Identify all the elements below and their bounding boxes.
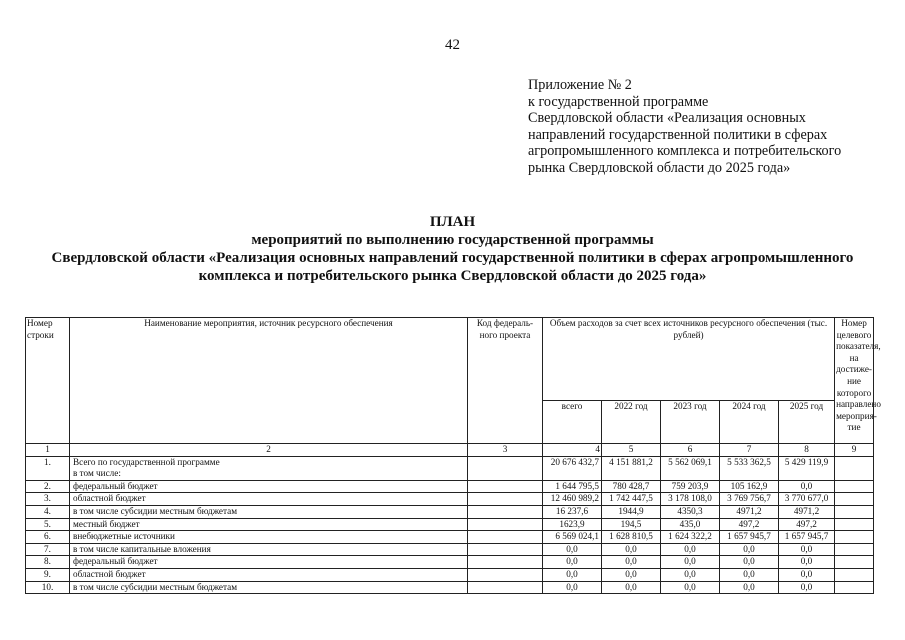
row-value-2022: 4 151 881,2 (602, 456, 661, 480)
row-total: 0,0 (543, 581, 602, 594)
row-value-2022: 194,5 (602, 518, 661, 531)
row-value-2022: 1944,9 (602, 505, 661, 518)
row-value-2022: 0,0 (602, 556, 661, 569)
row-name (70, 518, 468, 531)
row-project-code (468, 456, 543, 480)
column-number: 4 (543, 444, 602, 457)
row-name-text: местный бюджет (73, 518, 140, 529)
plan-subtitle-line: мероприятий по выполнению государственной программы (251, 232, 654, 248)
row-indicator (835, 531, 874, 544)
row-number: 5. (26, 518, 70, 531)
plan-heading (0, 213, 905, 285)
row-total: 0,0 (543, 568, 602, 581)
row-total: 6 569 024,1 (543, 531, 602, 544)
appendix-line: рынка Свердловской области до 2025 года» (528, 159, 791, 176)
appendix-line: направлений государственной политики в сферах (528, 126, 828, 143)
appendix-line: агропромышленного комплекса и потребительского (528, 143, 842, 160)
row-name-text: внебюджетные источники (73, 531, 175, 542)
row-value-2023: 435,0 (661, 518, 720, 531)
row-name-text: областной бюджет (73, 493, 146, 504)
row-project-code (468, 531, 543, 544)
plan-table (25, 317, 881, 594)
row-indicator (835, 456, 874, 480)
row-total: 20 676 432,7 (543, 456, 602, 480)
row-value-2023: 0,0 (661, 581, 720, 594)
row-number: 7. (26, 543, 70, 556)
row-total: 0,0 (543, 556, 602, 569)
row-number: 6. (26, 531, 70, 544)
row-value-2023: 0,0 (661, 568, 720, 581)
header-indicator: Номер целевого показателя, на достиже-ние которого направлено мероприя-тие (835, 318, 874, 444)
row-number: 10. (26, 581, 70, 594)
table-row (26, 556, 874, 569)
page-number: 42 (445, 37, 460, 53)
row-value-2025: 0,0 (779, 568, 835, 581)
row-name-subtext: в том числе: (73, 468, 121, 479)
row-indicator (835, 568, 874, 581)
row-project-code (468, 543, 543, 556)
column-number: 2 (70, 444, 468, 457)
row-value-2024: 5 533 362,5 (720, 456, 779, 480)
column-number: 9 (835, 444, 874, 457)
table-row (26, 456, 874, 480)
row-value-2025: 1 657 945,7 (779, 531, 835, 544)
header-total: всего (543, 400, 602, 443)
table-row (26, 568, 874, 581)
row-value-2024: 1 657 945,7 (720, 531, 779, 544)
row-number: 4. (26, 505, 70, 518)
row-name-text: Всего по государственной программе (73, 456, 220, 467)
row-name-text: областной бюджет (73, 568, 146, 579)
row-project-code (468, 518, 543, 531)
row-value-2023: 0,0 (661, 543, 720, 556)
column-number: 5 (602, 444, 661, 457)
row-name (70, 581, 468, 594)
row-name-text: в том числе субсидии местным бюджетам (73, 581, 238, 592)
row-indicator (835, 581, 874, 594)
row-name-text: федеральный бюджет (73, 480, 158, 491)
row-value-2023: 759 203,9 (661, 480, 720, 493)
plan-subtitle-line: комплекса и потребительского рынка Свердловской области до 2025 года» (198, 268, 707, 284)
row-value-2025: 0,0 (779, 543, 835, 556)
table-row (26, 531, 874, 544)
header-year-2025: 2025 год (779, 400, 835, 443)
header-row-number: Номер строки (26, 318, 70, 444)
table-row (26, 480, 874, 493)
row-indicator (835, 543, 874, 556)
row-total: 16 237,6 (543, 505, 602, 518)
row-indicator (835, 518, 874, 531)
appendix-line: Свердловской области «Реализация основных (528, 110, 806, 127)
row-indicator (835, 505, 874, 518)
row-name-text: федеральный бюджет (73, 556, 158, 567)
row-value-2025: 0,0 (779, 480, 835, 493)
row-number: 1. (26, 456, 70, 480)
header-year-2024: 2024 год (720, 400, 779, 443)
row-project-code (468, 493, 543, 506)
row-project-code (468, 505, 543, 518)
row-value-2023: 4350,3 (661, 505, 720, 518)
header-year-2022: 2022 год (602, 400, 661, 443)
row-number: 3. (26, 493, 70, 506)
row-name (70, 505, 468, 518)
row-value-2024: 0,0 (720, 581, 779, 594)
column-number: 8 (779, 444, 835, 457)
row-value-2024: 0,0 (720, 543, 779, 556)
row-value-2025: 0,0 (779, 581, 835, 594)
row-value-2025: 0,0 (779, 556, 835, 569)
row-name-text: в том числе капитальные вложения (73, 543, 211, 554)
column-numbering-row (26, 444, 874, 457)
row-value-2024: 0,0 (720, 556, 779, 569)
row-total: 1623,9 (543, 518, 602, 531)
row-name (70, 568, 468, 581)
table-row (26, 518, 874, 531)
row-value-2025: 497,2 (779, 518, 835, 531)
row-name-text: в том числе субсидии местным бюджетам (73, 505, 238, 516)
row-value-2024: 0,0 (720, 568, 779, 581)
row-value-2022: 1 628 810,5 (602, 531, 661, 544)
row-value-2023: 5 562 069,1 (661, 456, 720, 480)
row-name (70, 531, 468, 544)
header-expense-volume: Объем расходов за счет всех источников ресурсного обеспечения (тыс. рублей) (543, 318, 835, 401)
table-row (26, 505, 874, 518)
column-number: 6 (661, 444, 720, 457)
row-value-2023: 3 178 108,0 (661, 493, 720, 506)
appendix-note (528, 77, 898, 177)
row-value-2025: 3 770 677,0 (779, 493, 835, 506)
header-name: Наименование мероприятия, источник ресурсного обеспечения (70, 318, 468, 444)
row-total: 12 460 989,2 (543, 493, 602, 506)
row-number: 2. (26, 480, 70, 493)
row-value-2022: 1 742 447,5 (602, 493, 661, 506)
row-project-code (468, 480, 543, 493)
row-value-2022: 0,0 (602, 568, 661, 581)
appendix-line: Приложение № 2 (528, 77, 632, 93)
column-number: 1 (26, 444, 70, 457)
row-name (70, 543, 468, 556)
row-value-2025: 4971,2 (779, 505, 835, 518)
row-number: 8. (26, 556, 70, 569)
table-row (26, 581, 874, 594)
header-project-code: Код федераль-ного проекта (468, 318, 543, 444)
column-number: 7 (720, 444, 779, 457)
plan-subtitle-line: Свердловской области «Реализация основных направлений государственной политики в сферах агропромышленного (51, 250, 854, 266)
row-indicator (835, 493, 874, 506)
row-number: 9. (26, 568, 70, 581)
row-name (70, 493, 468, 506)
row-value-2023: 0,0 (661, 556, 720, 569)
row-value-2024: 4971,2 (720, 505, 779, 518)
row-name (70, 556, 468, 569)
row-project-code (468, 568, 543, 581)
row-total: 0,0 (543, 543, 602, 556)
row-value-2022: 780 428,7 (602, 480, 661, 493)
row-value-2022: 0,0 (602, 543, 661, 556)
row-value-2023: 1 624 322,2 (661, 531, 720, 544)
header-year-2023: 2023 год (661, 400, 720, 443)
row-value-2025: 5 429 119,9 (779, 456, 835, 480)
row-indicator (835, 556, 874, 569)
row-value-2024: 497,2 (720, 518, 779, 531)
row-project-code (468, 556, 543, 569)
row-value-2024: 3 769 756,7 (720, 493, 779, 506)
row-total: 1 644 795,5 (543, 480, 602, 493)
table-row (26, 493, 874, 506)
row-value-2022: 0,0 (602, 581, 661, 594)
row-name (70, 456, 468, 480)
row-name (70, 480, 468, 493)
plan-title: ПЛАН (429, 214, 476, 230)
column-number: 3 (468, 444, 543, 457)
row-indicator (835, 480, 874, 493)
table-row (26, 543, 874, 556)
row-project-code (468, 581, 543, 594)
appendix-line: к государственной программе (528, 93, 709, 110)
row-value-2024: 105 162,9 (720, 480, 779, 493)
